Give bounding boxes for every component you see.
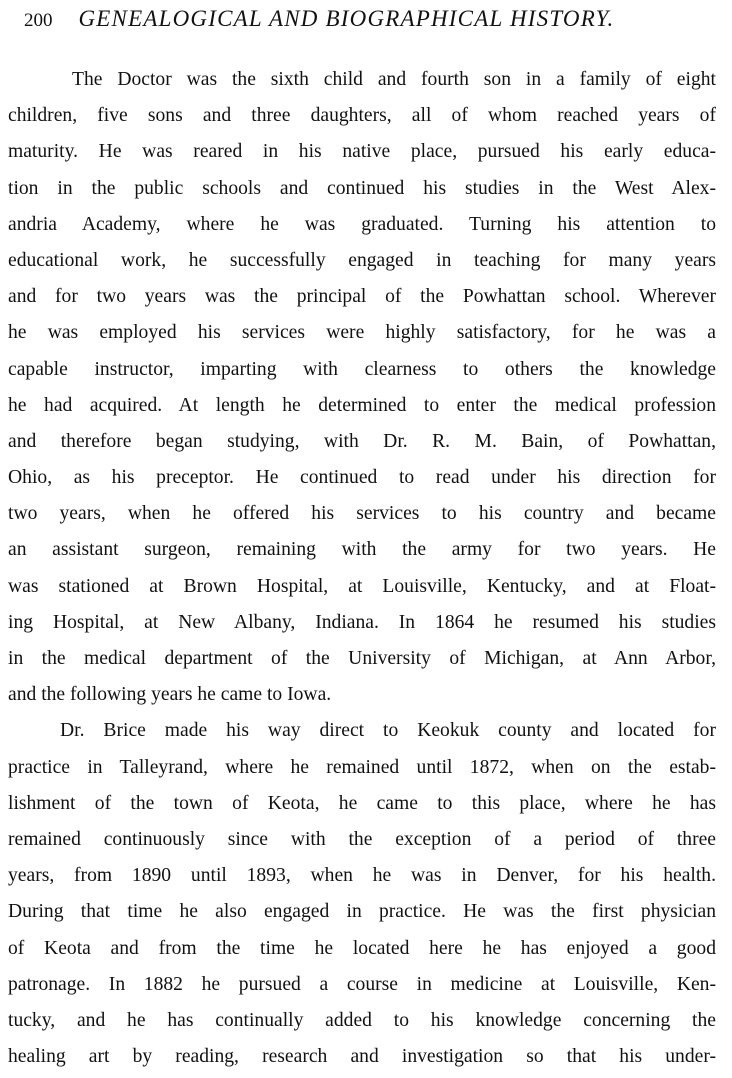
text-line: patronage. In 1882 he pursued a course in medicine at Louisville, Ken- [8,973,716,995]
text-line: ing Hospital, at New Albany, Indiana. In 1864 he resumed his studies [8,611,716,633]
text-line: he was employed his services were highly satisfactory, for he was a [8,322,716,344]
text-line: children, five sons and three daughters, all of whom reached years of [8,105,716,127]
text-line: tucky, and he has continually added to his knowledge concerning the [8,1009,716,1031]
text-line: The Doctor was the sixth child and fourth son in a family of eight [72,69,716,90]
text-line: maturity. He was reared in his native place, pursued his early educa- [8,141,716,163]
text-line: he had acquired. At length he determined to enter the medical profession [8,394,716,416]
text-line: years, from 1890 until 1893, when he was in Denver, for his health. [8,865,716,887]
text-line: Dr. Brice made his way direct to Keokuk county and located for [60,720,716,742]
text-line: and therefore began studying, with Dr. R. M. Bain, of Powhattan, [8,430,716,452]
text-line: was stationed at Brown Hospital, at Louisville, Kentucky, and at Float- [8,575,716,597]
paragraph [8,713,716,1075]
text-line: During that time he also engaged in practice. He was the first physician [8,901,716,923]
running-title: GENEALOGICAL AND BIOGRAPHICAL HISTORY. [78,6,615,31]
text-line: andria Academy, where he was graduated. Turning his attention to [8,213,716,235]
text-line: tion in the public schools and continued his studies in the West Alex- [8,177,716,199]
text-line: two years, when he offered his services to his country and became [8,503,716,525]
text-line: practice in Talleyrand, where he remained until 1872, when on the estab- [8,756,716,778]
text-line: capable instructor, imparting with clearness to others the knowledge [8,358,716,380]
text-line: in the medical department of the University of Michigan, at Ann Arbor, [8,648,716,669]
text-line: an assistant surgeon, remaining with the army for two years. He [8,539,716,561]
text-line: of Keota and from the time he located here he has enjoyed a good [8,937,716,959]
text-line: and for two years was the principal of the Powhattan school. Wherever [8,286,716,308]
paragraph [8,62,716,713]
text-line: educational work, he successfully engaged in teaching for many years [8,249,716,271]
body-text [8,62,716,1075]
page-number: 200 [24,10,53,31]
text-line: lishment of the town of Keota, he came to this place, where he has [8,792,716,814]
text-line: and the following years he came to Iowa. [8,684,332,706]
text-line: Ohio, as his preceptor. He continued to read under his direction for [8,467,716,489]
text-line: remained continuously since with the exception of a period of three [8,828,716,850]
text-line: healing art by reading, research and investigation so that his under- [8,1046,716,1068]
page-header [24,6,714,40]
